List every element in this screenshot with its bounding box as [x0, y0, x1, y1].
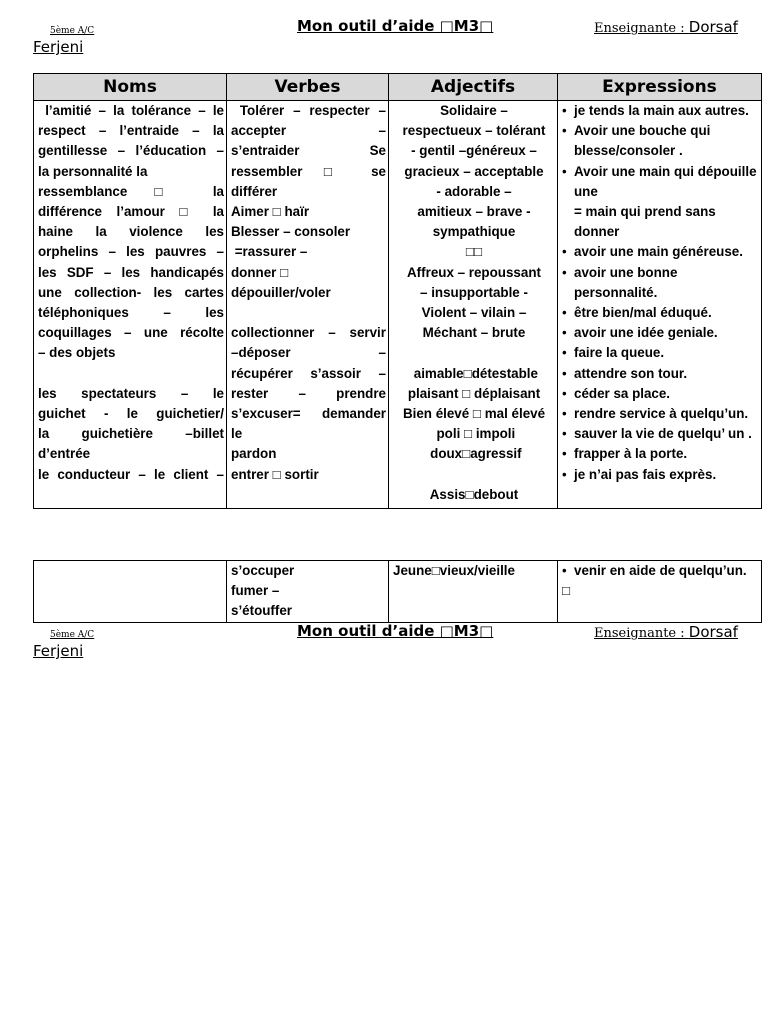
page-header: [0, 16, 768, 60]
expressions-list: [562, 561, 759, 581]
line: donner □: [231, 264, 289, 280]
class-label: 5ème A/C: [50, 630, 95, 640]
line: coquillages – une récolte: [38, 325, 224, 341]
line: une collection- les cartes: [38, 284, 224, 300]
line: - gentil –généreux –: [411, 143, 537, 159]
teacher-label: [594, 623, 738, 641]
line: rester – prendre: [231, 385, 386, 401]
line: - adorable –: [436, 183, 512, 199]
line: différence l’amour □ la: [38, 204, 224, 220]
column-header-verbes: Verbes: [227, 74, 389, 101]
verbes-list: [227, 101, 388, 485]
line: entrer □ sortir: [231, 466, 319, 482]
line: gentillesse – l’éducation –: [38, 143, 224, 159]
teacher-label-text: Enseignante :: [594, 626, 689, 641]
line: respect – l’entraide – la: [38, 123, 224, 139]
line: doux□agressif: [426, 446, 522, 462]
list-item: • sauver la vie de quelqu’ un .: [562, 424, 757, 444]
list-item: • céder sa place.: [562, 384, 757, 404]
line: pardon: [231, 446, 277, 462]
list-item: • rendre service à quelqu’un.: [562, 404, 757, 424]
blank-line: [231, 303, 386, 323]
list-item: • être bien/mal éduqué.: [562, 303, 757, 323]
noms-cell: [34, 561, 227, 623]
placeholder-glyph: □: [562, 583, 571, 599]
page-header-repeat: [0, 622, 768, 666]
line: orphelins – les pauvres –: [38, 244, 224, 260]
line: s’excuser= demander: [231, 406, 386, 422]
line: =rassurer –: [231, 244, 308, 260]
class-label: 5ème A/C: [50, 26, 95, 36]
blank-line: [38, 364, 224, 384]
line: amitieux – brave -: [417, 204, 531, 220]
line: le: [231, 426, 243, 442]
list-item: • Avoir une bouche qui blesse/consoler .: [562, 121, 757, 161]
line: la personnalité la: [38, 163, 148, 179]
adjectifs-cell: [389, 561, 558, 623]
line: Bien élevé □ mal élevé: [402, 406, 546, 422]
line: Blesser – consoler: [231, 224, 351, 240]
list-item: • faire la queue.: [562, 343, 757, 363]
verbes-cell: [227, 561, 389, 623]
list-item: • avoir une main généreuse.: [562, 242, 757, 262]
line: poli □ impoli: [432, 426, 516, 442]
adjectifs-cell: [389, 101, 558, 509]
line: collectionner – servir: [231, 325, 386, 341]
list-item: • venir en aide de quelqu’un.: [562, 561, 757, 581]
line: respectueux – tolérant: [402, 123, 546, 139]
line: ressemblance □ la: [38, 183, 224, 199]
line: Assis□debout: [429, 486, 519, 502]
line: – des objets: [38, 345, 116, 361]
line: l’amitié – la tolérance – le: [38, 103, 224, 118]
adjectifs-list: [389, 101, 557, 505]
line: sympathique: [432, 224, 516, 240]
line: haine la violence les: [38, 224, 224, 240]
teacher-first-name: Dorsaf: [688, 18, 738, 36]
table-body-row: [34, 561, 762, 623]
teacher-first-name: Dorsaf: [688, 623, 738, 641]
line: le conducteur – le client –: [38, 466, 224, 482]
expressions-cell: [558, 101, 762, 509]
table-body-row: [34, 101, 762, 509]
line: plaisant □ déplaisant: [407, 385, 541, 401]
teacher-last-name: Ferjeni: [33, 38, 84, 56]
line: Tolérer – respecter –: [231, 103, 386, 118]
line: téléphoniques – les: [38, 305, 224, 321]
line: d’entrée: [38, 446, 91, 462]
line: s’entraider Se: [231, 143, 386, 159]
vocabulary-table: [33, 73, 762, 509]
teacher-last-name: Ferjeni: [33, 642, 84, 660]
line: les SDF – les handicapés: [38, 264, 224, 280]
line: la guichetière –billet: [38, 426, 224, 442]
line: Solidaire –: [440, 103, 508, 118]
noms-cell: [34, 101, 227, 509]
line: ressembler □ se: [231, 163, 386, 179]
line: Aimer □ haïr: [231, 204, 310, 220]
expressions-list: [562, 101, 759, 485]
adjectifs-list: [389, 561, 557, 581]
list-item: • avoir une idée geniale.: [562, 323, 757, 343]
blank-line: [393, 465, 555, 485]
vocabulary-table-continued: [33, 560, 762, 623]
line: s’occuper: [231, 563, 295, 578]
line: Violent – vilain –: [421, 305, 527, 321]
line: fumer –: [231, 583, 280, 599]
column-header-adjectifs: Adjectifs: [389, 74, 558, 101]
column-header-noms: Noms: [34, 74, 227, 101]
list-item: • Avoir une main qui dépouille une = main qui prend sans donner: [562, 162, 757, 243]
line: □□: [465, 244, 483, 260]
line: –déposer –: [231, 345, 386, 361]
line: dépouiller/voler: [231, 284, 331, 300]
line: gracieux – acceptable: [404, 163, 544, 179]
page-title: Mon outil d’aide □M3□: [297, 17, 494, 35]
list-item: • avoir une bonne personnalité.: [562, 263, 757, 303]
line: guichet - le guichetier/: [38, 406, 224, 422]
line: les spectateurs – le: [38, 385, 224, 401]
line: Méchant – brute: [422, 325, 526, 341]
line: aimable□détestable: [410, 365, 538, 381]
line: récupérer s’assoir –: [231, 365, 386, 381]
teacher-label: [594, 18, 738, 36]
teacher-label-text: Enseignante :: [594, 21, 689, 36]
blank-line: [393, 343, 555, 363]
list-item: • je tends la main aux autres.: [562, 101, 757, 121]
verbes-cell: [227, 101, 389, 509]
line: Affreux – repoussant: [407, 264, 541, 280]
list-item: • je n’ai pas fais exprès.: [562, 465, 757, 485]
list-item: • frapper à la porte.: [562, 444, 757, 464]
line: Jeune□vieux/vieille: [393, 563, 515, 578]
verbes-list: [227, 561, 388, 622]
line: – insupportable -: [420, 284, 528, 300]
line: s’étouffer: [231, 603, 293, 619]
line: différer: [231, 183, 278, 199]
table-header-row: [34, 74, 762, 101]
expressions-cell: [558, 561, 762, 623]
list-item: • attendre son tour.: [562, 364, 757, 384]
page-title: Mon outil d’aide □M3□: [297, 622, 494, 640]
line: accepter –: [231, 123, 386, 139]
noms-list: [34, 101, 226, 485]
column-header-expressions: Expressions: [558, 74, 762, 101]
